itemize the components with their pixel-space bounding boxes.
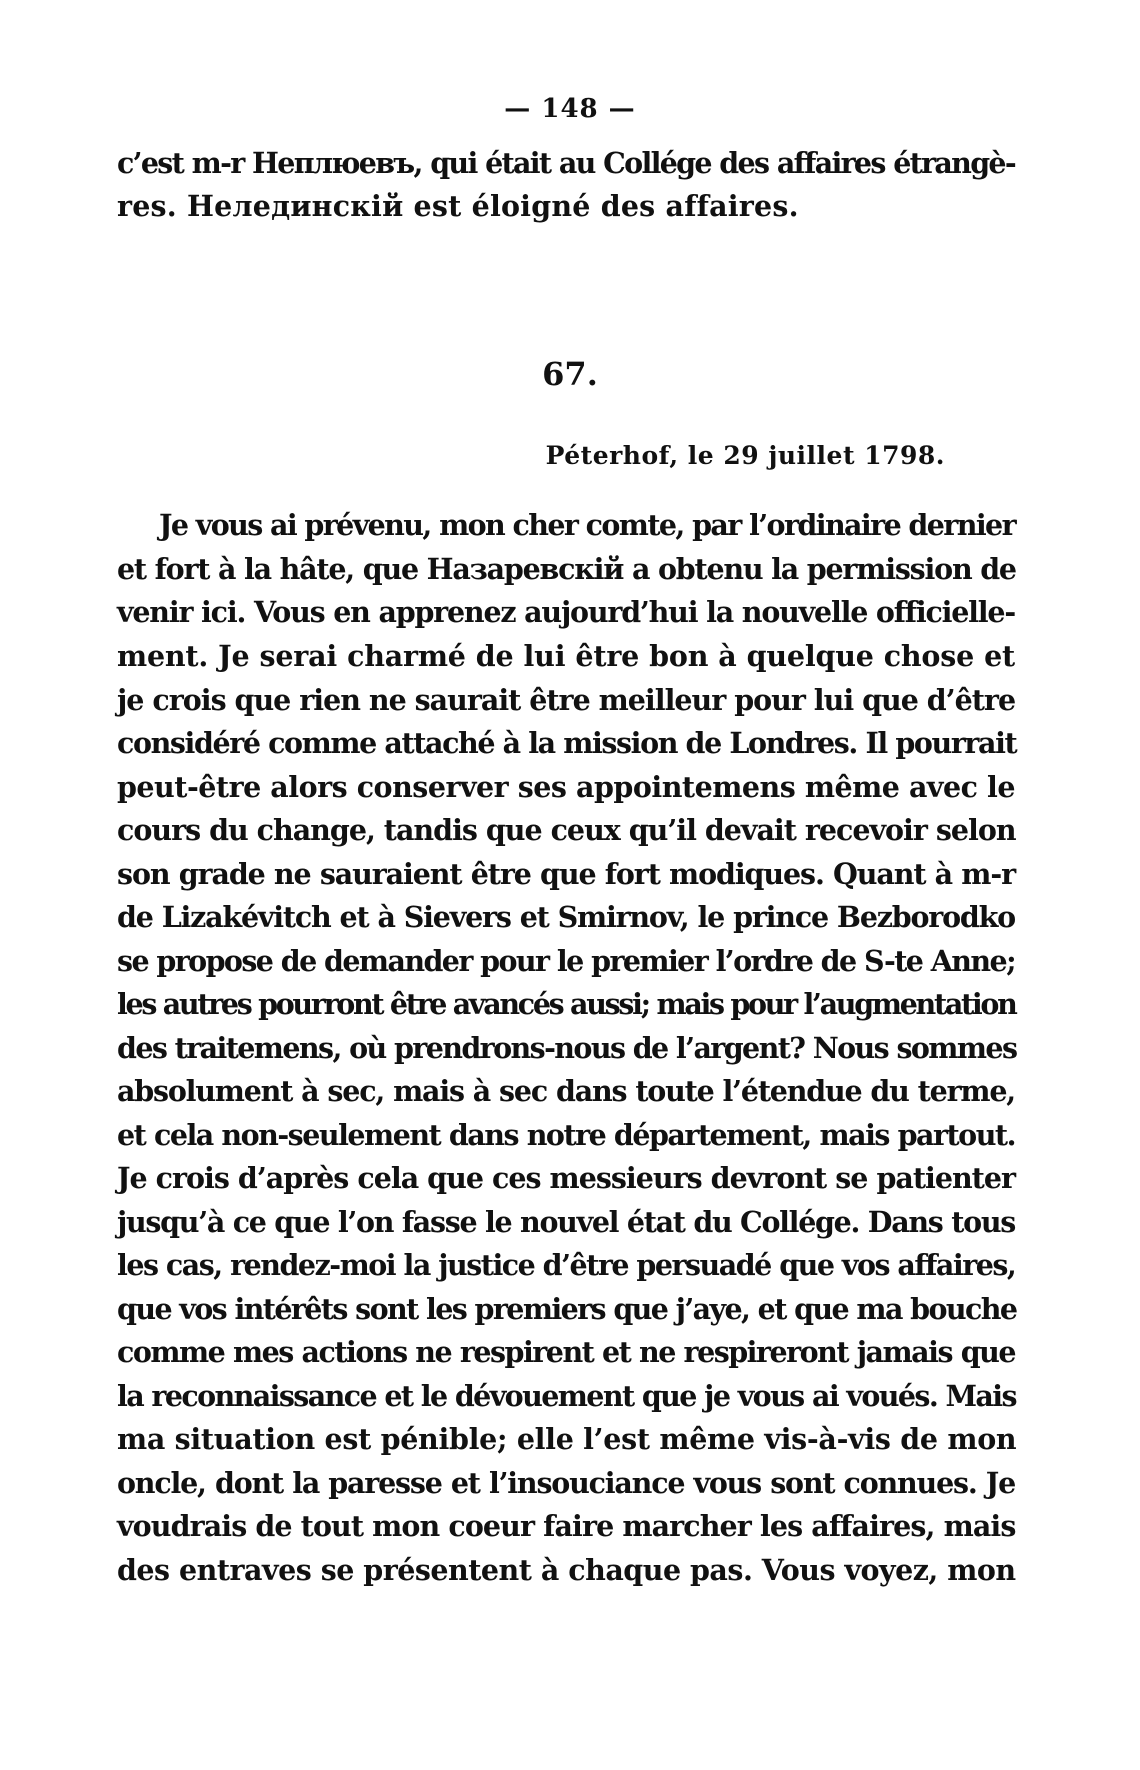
letter-dateline: Péterhof, le 29 juillet 1798.	[545, 441, 945, 470]
letter-line: voudrais de tout mon coeur faire marcher les affaires, mais	[117, 1509, 1016, 1543]
letter-line: peut-être alors conserver ses appointemens même avec le	[117, 770, 1015, 804]
letter-line: Je crois d’après cela que ces messieurs devront se patienter	[117, 1161, 1015, 1195]
letter-line: que vos intérêts sont les premiers que j’aye, et que ma bouche	[117, 1292, 1017, 1326]
continuation-line: c’est m-r Неплюевъ, qui était au Collége des affaires étrangè-	[117, 146, 1015, 180]
letter-line: des entraves se présentent à chaque pas. Vous voyez, mon	[117, 1553, 1016, 1587]
continuation-line: res. Нелединскій est éloigné des affaires.	[117, 189, 799, 223]
letter-line: ment. Je serai charmé de lui être bon à quelque chose et	[117, 639, 1015, 673]
letter-line: considéré comme attaché à la mission de Londres. Il pourrait	[117, 726, 1017, 760]
letter-line: son grade ne sauraient être que fort modiques. Quant à m-r	[117, 857, 1015, 891]
letter-line: venir ici. Vous en apprenez aujourd’hui la nouvelle officielle-	[117, 595, 1015, 629]
page-number: — 148 —	[504, 94, 636, 124]
letter-line: et fort à la hâte, que Назаревскій a obtenu la permission de	[117, 552, 1016, 586]
letter-line: se propose de demander pour le premier l’ordre de S-te Anne;	[117, 944, 1015, 978]
letter-line: comme mes actions ne respirent et ne respireront jamais que	[117, 1335, 1015, 1369]
letter-line: des traitemens, où prendrons-nous de l’argent? Nous sommes	[117, 1031, 1017, 1065]
letter-line: de Lizakévitch et à Sievers et Smirnov, le prince Bezborodko	[117, 900, 1015, 934]
letter-line: oncle, dont la paresse et l’insouciance vous sont connues. Je	[117, 1466, 1015, 1500]
letter-line: ma situation est pénible; elle l’est même vis-à-vis de mon	[117, 1422, 1017, 1456]
letter-line: je crois que rien ne saurait être meilleur pour lui que d’être	[117, 683, 1016, 717]
letter-number: 67.	[542, 355, 598, 393]
letter-line: les cas, rendez-moi la justice d’être persuadé que vos affaires,	[117, 1248, 1016, 1282]
letter-line: jusqu’à ce que l’on fasse le nouvel état du Collége. Dans tous	[117, 1205, 1015, 1239]
letter-line: et cela non-seulement dans notre département, mais partout.	[117, 1118, 1015, 1152]
letter-line: Je vous ai prévenu, mon cher comte, par l’ordinaire dernier	[159, 508, 1015, 542]
letter-line: la reconnaissance et le dévouement que je vous ai voués. Mais	[117, 1379, 1016, 1413]
letter-line: cours du change, tandis que ceux qu’il devait recevoir selon	[117, 813, 1016, 847]
letter-line: absolument à sec, mais à sec dans toute l’étendue du terme,	[117, 1074, 1015, 1108]
letter-line: les autres pourront être avancés aussi; mais pour l’augmentation	[117, 987, 1016, 1021]
